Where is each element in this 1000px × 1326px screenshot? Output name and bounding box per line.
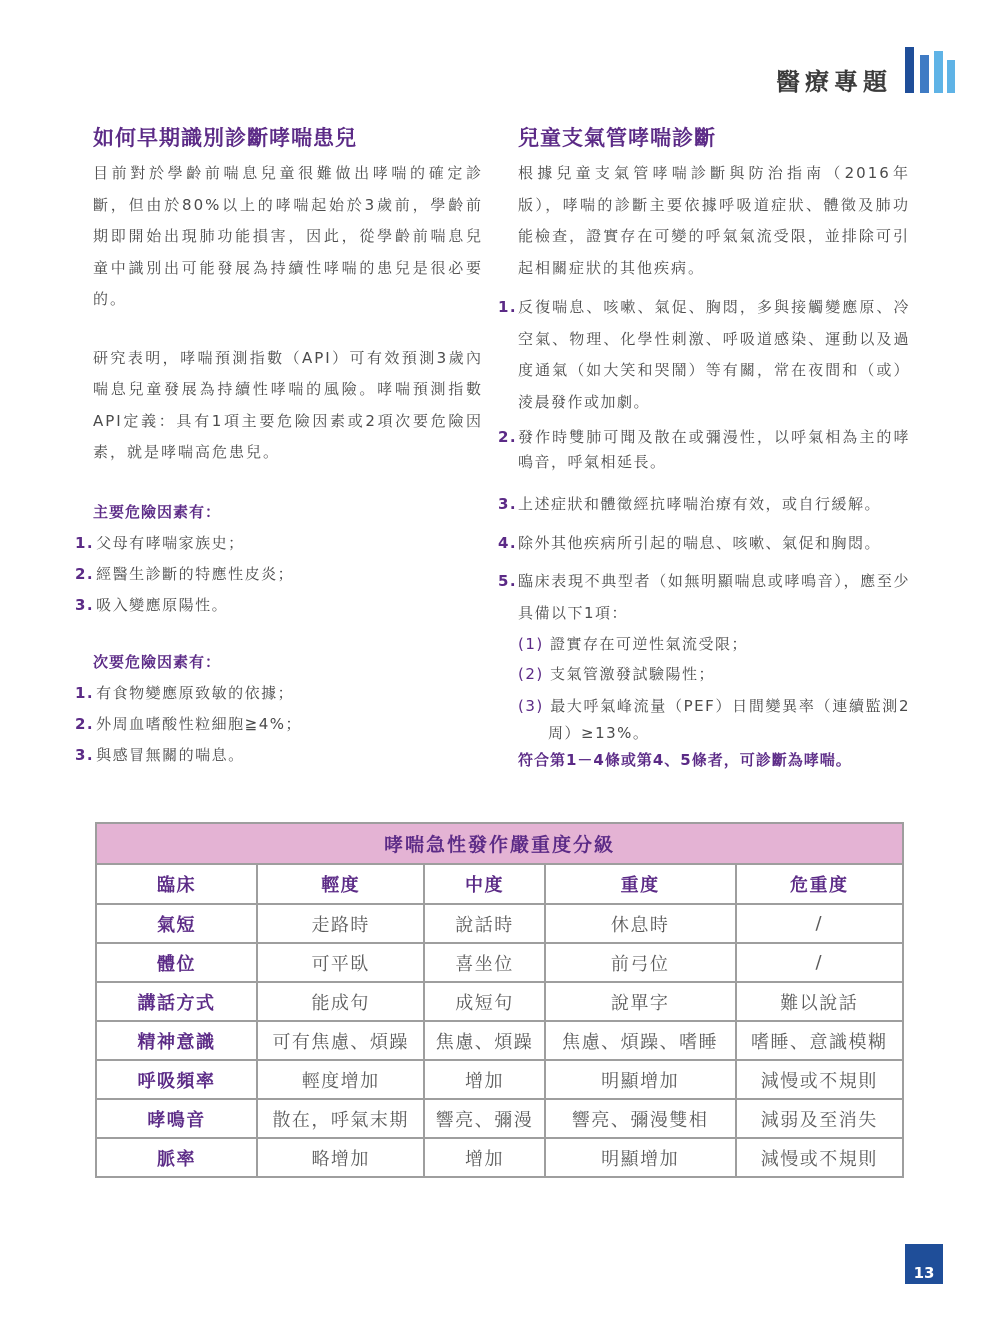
table-cell: 可有焦慮、煩躁	[257, 1021, 424, 1060]
table-cell: 走路時	[257, 904, 424, 943]
table-cell: 明顯增加	[545, 1060, 736, 1099]
logo-bar-3	[934, 51, 943, 93]
table-cell: 說單字	[545, 982, 736, 1021]
list-item: 2. 經醫生診斷的特應性皮炎；	[75, 564, 295, 583]
table-row	[96, 982, 903, 1021]
table-cell: /	[736, 943, 903, 982]
section-logo-bars	[905, 47, 955, 93]
table-header: 輕度	[257, 864, 424, 904]
sub-list-item: (1) 證實存在可逆性氣流受限；	[518, 635, 749, 653]
major-factors-title: 主要危險因素有：	[93, 502, 222, 521]
row-header: 呼吸頻率	[96, 1060, 257, 1099]
left-heading: 如何早期識別診斷哮喘患兒	[93, 126, 357, 150]
minor-factors-list	[75, 678, 483, 771]
minor-factors-title: 次要危險因素有：	[93, 652, 222, 671]
left-paragraph-1: 目前對於學齡前喘息兒童很難做出哮喘的確定診斷，但由於80%以上的哮喘起始於3歲前，學齡前期即開始出現肺功能損害，因此，從學齡前喘息兒童中識別出可能發展為持續性哮喘的患兒是很必要的。	[93, 164, 483, 308]
row-header: 講話方式	[96, 982, 257, 1021]
table-header: 臨床	[96, 864, 257, 904]
logo-bar-2	[920, 55, 929, 93]
table-cell: 增加	[424, 1060, 544, 1099]
table-cell: /	[736, 904, 903, 943]
list-item: 1. 反復喘息、咳嗽、氣促、胸悶，多與接觸變應原、冷空氣、物理、化學性刺激、呼吸道感染、運動以及過度通氣（如大笑和哭鬧）等有關，常在夜間和（或）淩晨發作或加劇。	[498, 298, 910, 411]
table-caption: 哮喘急性發作嚴重度分級	[96, 823, 903, 864]
list-item: 3. 與感冒無關的喘息。	[75, 745, 245, 764]
list-item: 2. 發作時雙肺可聞及散在或彌漫性，以呼氣相為主的哮鳴音，呼氣相延長。	[498, 428, 910, 471]
table-cell: 休息時	[545, 904, 736, 943]
table-row	[96, 1138, 903, 1177]
table-row	[96, 1060, 903, 1099]
section-title: 醫療專題	[776, 68, 892, 96]
table-cell: 喜坐位	[424, 943, 544, 982]
table-cell: 減弱及至消失	[736, 1099, 903, 1138]
row-header: 脈率	[96, 1138, 257, 1177]
table-cell: 減慢或不規則	[736, 1138, 903, 1177]
table-cell: 明顯增加	[545, 1138, 736, 1177]
row-header: 體位	[96, 943, 257, 982]
table-cell: 焦慮、煩躁	[424, 1021, 544, 1060]
table-cell: 輕度增加	[257, 1060, 424, 1099]
table-header: 重度	[545, 864, 736, 904]
row-header: 精神意識	[96, 1021, 257, 1060]
table-row	[96, 943, 903, 982]
table-cell: 能成句	[257, 982, 424, 1021]
right-column	[498, 122, 910, 770]
sub-list-item: (3) 最大呼氣峰流量（PEF）日間變異率（連續監測2周）≥13%。	[518, 697, 910, 742]
table-cell: 可平臥	[257, 943, 424, 982]
table-header: 中度	[424, 864, 544, 904]
table-cell: 前弓位	[545, 943, 736, 982]
table-cell: 難以說話	[736, 982, 903, 1021]
table-row	[96, 1021, 903, 1060]
logo-bar-4	[947, 60, 955, 93]
list-item: 1. 父母有哮喘家族史；	[75, 533, 245, 552]
logo-bar-1	[905, 47, 914, 93]
table-cell: 響亮、彌漫	[424, 1099, 544, 1138]
table-cell: 散在，呼氣末期	[257, 1099, 424, 1138]
table-cell: 焦慮、煩躁、嗜睡	[545, 1021, 736, 1060]
diagnosis-conclusion: 符合第1－4條或第4、5條者，可診斷為哮喘。	[518, 751, 852, 769]
left-column	[75, 122, 483, 771]
diagnosis-criteria-list	[498, 292, 910, 747]
list-item: 5. 臨床表現不典型者（如無明顯喘息或哮鳴音），應至少具備以下1項： (1) 證實存在可逆性氣流受限； (2) 支氣管激發試驗陽性； (3) 最大呼氣峰流量（PEF）日間變異率（連續監測2周）≥13%。	[498, 566, 910, 747]
right-heading: 兒童支氣管哮喘診斷	[518, 126, 716, 150]
table-cell: 增加	[424, 1138, 544, 1177]
left-paragraph-2: 研究表明，哮喘預測指數（API）可有效預測3歲內喘息兒童發展為持續性哮喘的風險。哮喘預測指數API定義：具有1項主要危險因素或2項次要危險因素，就是哮喘高危患兒。	[93, 348, 483, 461]
major-factors-list	[75, 528, 483, 621]
list-item: 3. 吸入變應原陽性。	[75, 595, 229, 614]
table-row	[96, 1099, 903, 1138]
table-cell: 成短句	[424, 982, 544, 1021]
table-header: 危重度	[736, 864, 903, 904]
row-header: 氣短	[96, 904, 257, 943]
table-row	[96, 904, 903, 943]
table-cell: 嗜睡、意識模糊	[736, 1021, 903, 1060]
severity-table	[95, 822, 904, 1178]
list-item: 2. 外周血嗜酸性粒細胞≧4%；	[75, 714, 303, 733]
row-header: 哮鳴音	[96, 1099, 257, 1138]
table-cell: 減慢或不規則	[736, 1060, 903, 1099]
sub-criteria-list	[518, 629, 910, 747]
table-cell: 說話時	[424, 904, 544, 943]
page-number: 13	[905, 1244, 943, 1284]
list-item: 4. 除外其他疾病所引起的喘息、咳嗽、氣促和胸悶。	[498, 533, 882, 552]
right-intro: 根據兒童支氣管哮喘診斷與防治指南（2016年版），哮喘的診斷主要依據呼吸道症狀、體徵及肺功能檢查，證實存在可變的呼氣氣流受限，並排除可引起相關症狀的其他疾病。	[518, 164, 910, 277]
table-cell: 略增加	[257, 1138, 424, 1177]
list-item: 1. 有食物變應原致敏的依據；	[75, 683, 295, 702]
sub-list-item: (2) 支氣管激發試驗陽性；	[518, 665, 716, 683]
table-cell: 響亮、彌漫雙相	[545, 1099, 736, 1138]
list-item: 3. 上述症狀和體徵經抗哮喘治療有效，或自行緩解。	[498, 495, 882, 513]
